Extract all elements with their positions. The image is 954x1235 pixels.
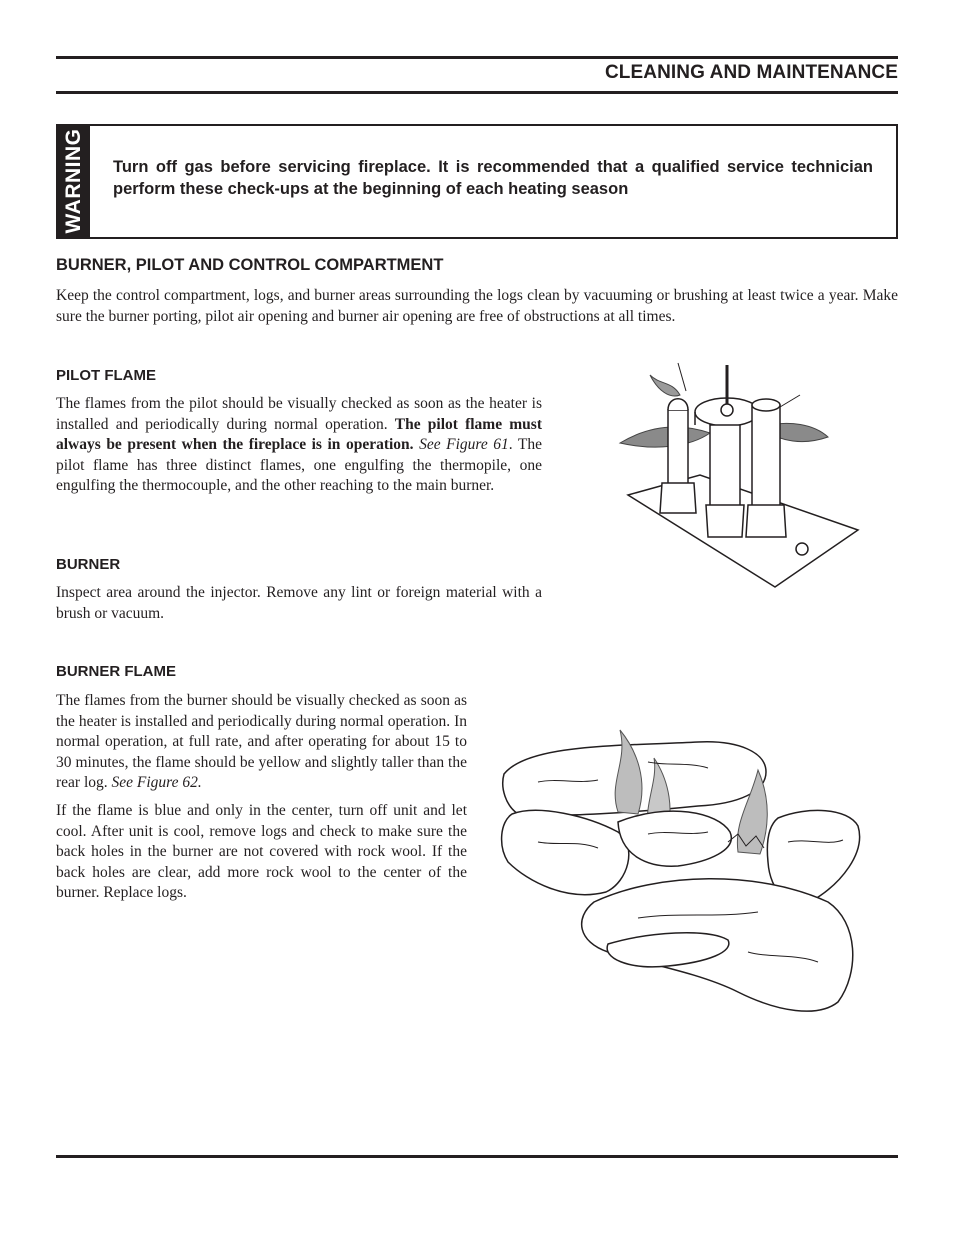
section-heading-burner-pilot: BURNER, PILOT AND CONTROL COMPARTMENT [56, 256, 444, 274]
burner-flame-paragraph-1 [56, 691, 467, 794]
top-rule [56, 56, 898, 59]
warning-box [56, 124, 898, 239]
pilot-flame-heading: PILOT FLAME [56, 367, 156, 384]
pilot-flame-text-a: The flames from the pilot should be visually checked as soon as the heater is installed and periodically during normal operation. [56, 395, 542, 433]
pilot-flame-figure-ref: See Figure 61 [413, 436, 509, 453]
burner-body: Inspect area around the injector. Remove any lint or foreign material with a brush or vacuum. [56, 584, 542, 622]
warning-label-tab [58, 126, 90, 237]
log-set-burner-flame-illustration [498, 722, 866, 1022]
pilot-flame-text-b: . The pilot flame has three distinct flames, one engulfing the thermopile, one engulfing the thermocouple, and the other reaching to the main burner. [56, 436, 542, 494]
title-rule [56, 91, 898, 94]
pilot-flame-body [56, 394, 542, 497]
burner-heading: BURNER [56, 556, 121, 573]
burner-flame-figure-ref: See Figure 62. [111, 774, 202, 791]
page-title: CLEANING AND MAINTENANCE [604, 62, 898, 83]
burner-flame-p1-text: The flames from the burner should be visually checked as soon as the heater is installed and periodically during normal operation. In normal operation, at full rate, and after operating for about 15 to 30 minutes, the flame should be yellow and slightly taller than the rear log. [56, 692, 467, 791]
warning-text: Turn off gas before servicing fireplace. It is recommended that a qualified service technician perform these check-ups at the beginning of each heating season [113, 158, 873, 198]
bottom-rule [56, 1155, 898, 1158]
pilot-assembly-illustration [600, 355, 870, 595]
burner-flame-paragraph-2: If the flame is blue and only in the center, turn off unit and let cool. After unit is cool, remove logs and check to make sure the back holes in the burner are not covered with rock wool. If the back holes are clear, add more rock wool to the center of the burner. Replace logs. [56, 802, 467, 901]
burner-flame-heading: BURNER FLAME [56, 663, 176, 680]
pilot-flame-warning-bold: The pilot flame must always be present when the fireplace is in operation. [56, 415, 542, 453]
warning-label: WARNING [62, 128, 85, 234]
section-body-burner-pilot: Keep the control compartment, logs, and burner areas surrounding the logs clean by vacuuming or brushing at least twice a year. Make sure the burner porting, pilot air opening and burner air opening are free of obstructions at all times. [56, 287, 898, 325]
